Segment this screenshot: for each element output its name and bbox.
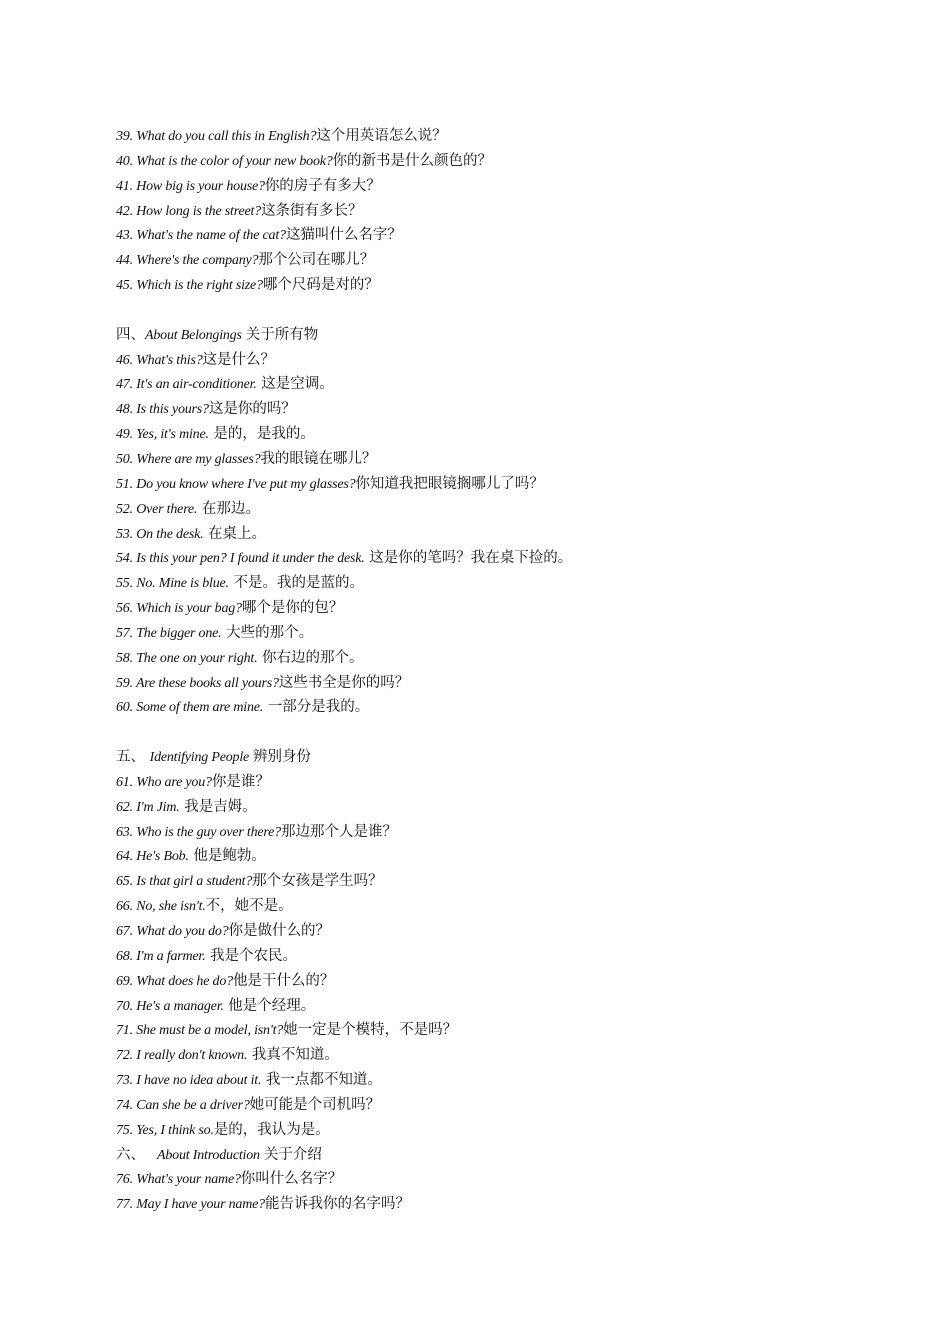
phrase-line-65 [116,869,916,894]
section-number: 六、 [116,1146,145,1163]
phrase-line-72 [116,1043,916,1068]
phrase-line-61 [116,770,916,795]
phrase-line-60 [116,695,916,720]
phrase-en: 40. What is the color of your new book? [116,153,333,169]
phrase-en: 39. What do you call this in English? [116,129,317,144]
phrase-zh: 我是吉姆。 [184,798,257,815]
phrase-zh: 是的，我认为是。 [213,1121,330,1138]
phrase-en: 46. What's this? [116,352,203,368]
phrase-line-64 [116,844,916,869]
phrase-zh: 你是做什么的？ [228,923,330,939]
section-heading-identifying-people [116,745,916,770]
phrase-zh: 那个女孩是学生吗？ [252,873,383,890]
phrase-line-41 [116,174,916,199]
phrase-en: 59. Are these books all yours? [116,675,279,691]
phrase-zh: 这是空调。 [261,376,334,393]
phrase-zh: 哪个尺码是对的？ [262,277,379,294]
phrase-line-46 [116,348,916,373]
section-heading-belongings [116,323,916,348]
phrase-line-40 [116,149,916,174]
phrase-zh: 这个用英语怎么说？ [316,128,447,144]
phrase-en: 76. What's your name? [116,1172,241,1188]
phrase-zh: 不是。我的是蓝的。 [233,575,364,592]
phrase-document [116,124,916,1217]
phrase-line-43 [116,223,916,248]
phrase-line-47 [116,372,916,397]
phrase-zh: 我是个农民。 [210,947,298,964]
phrase-en: 45. Which is the right size? [116,278,263,294]
phrase-zh: 不，她不是。 [205,898,293,915]
phrase-en: 42. How long is the street? [116,203,261,219]
phrase-zh: 她一定是个模特，不是吗？ [283,1022,458,1039]
phrase-en: 51. Do you know where I've put my glasses? [116,476,356,492]
phrase-zh: 哪个是你的包？ [241,600,344,617]
phrase-zh: 你的房子有多大？ [264,177,381,194]
section-title-zh: 辨别身份 [253,749,312,766]
phrase-zh: 你叫什么名字？ [240,1171,343,1188]
phrase-en: 52. Over there. [116,501,198,517]
phrase-line-76 [116,1167,916,1192]
phrase-en: 56. Which is your bag? [116,601,242,617]
phrase-en: 53. On the desk. [116,526,204,542]
phrase-line-56 [116,596,916,621]
phrase-line-53 [116,522,916,547]
section-number: 四、 [116,326,145,343]
phrase-en: 74. Can she be a driver? [116,1097,250,1113]
section-spacer [116,298,916,323]
section-spacer [116,720,916,745]
phrase-zh: 他是个经理。 [228,997,316,1014]
phrase-en: 72. I really don't known. [116,1048,248,1064]
phrase-en: 50. Where are my glasses? [116,451,261,467]
phrase-en: 69. What does he do? [116,973,233,989]
phrase-en: 49. Yes, it's mine. [116,427,209,443]
phrase-zh: 他是鲍勃。 [193,848,266,865]
phrase-zh: 能告诉我你的名字吗？ [264,1196,410,1213]
phrase-line-69 [116,969,916,994]
phrase-en: 43. What's the name of the cat? [116,228,286,244]
phrase-zh: 这些书全是你的吗？ [278,674,410,691]
phrase-en: 60. Some of them are mine. [116,700,264,716]
phrase-line-74 [116,1093,916,1118]
phrase-line-68 [116,944,916,969]
phrase-en: 58. The one on your right. [116,650,258,666]
phrase-zh: 他是干什么的？ [232,972,335,989]
phrase-en: 68. I'm a farmer. [116,948,206,964]
phrase-zh: 那个公司在哪儿？ [258,252,375,269]
phrase-line-44 [116,248,916,273]
section-title-en: About Belongings [145,327,242,343]
phrase-en: 41. How big is your house? [116,178,265,194]
phrase-line-71 [116,1018,916,1043]
phrase-line-58 [116,646,916,671]
phrase-line-49 [116,422,916,447]
phrase-en: 71. She must be a model, isn't? [116,1023,284,1039]
phrase-line-51 [116,472,916,497]
phrase-zh: 她可能是个司机吗？ [249,1096,381,1113]
phrase-line-77 [116,1192,916,1217]
phrase-zh: 在那边。 [201,500,260,517]
phrase-zh: 这是你的吗？ [208,401,296,418]
phrase-zh: 我一点都不知道。 [265,1072,382,1089]
phrase-line-66 [116,894,916,919]
phrase-line-67 [116,919,916,944]
phrase-zh: 大些的那个。 [226,624,314,641]
phrase-en: 62. I'm Jim. [116,799,180,815]
phrase-line-52 [116,497,916,522]
phrase-line-63 [116,820,916,845]
section-heading-introduction [116,1143,916,1168]
section-title-zh: 关于所有物 [245,326,319,343]
phrase-en: 48. Is this yours? [116,402,209,418]
phrase-zh: 这猫叫什么名字？ [285,227,402,244]
phrase-en: 75. Yes, I think so. [116,1122,214,1138]
phrase-zh: 这条街有多长？ [260,202,363,219]
phrase-line-57 [116,621,916,646]
phrase-line-73 [116,1068,916,1093]
phrase-zh: 是的，是我的。 [213,426,315,443]
phrase-en: 54. Is this your pen? I found it under the desk. [116,551,365,567]
phrase-zh: 一部分是我的。 [267,699,370,716]
phrase-en: 55. No. Mine is blue. [116,576,229,592]
phrase-line-39 [116,124,916,149]
phrase-en: 73. I have no idea about it. [116,1073,262,1089]
phrase-en: 44. Where's the company? [116,253,259,269]
phrase-zh: 那边那个人是谁？ [280,823,397,840]
phrase-en: 57. The bigger one. [116,625,222,641]
phrase-zh: 你是谁？ [211,773,270,790]
phrase-en: 70. He's a manager. [116,998,224,1014]
section-title-en: About Introduction [157,1147,260,1163]
phrase-zh: 我的眼镜在哪儿？ [260,450,377,467]
phrase-line-75 [116,1118,916,1143]
section-number: 五、 [116,749,145,766]
phrase-zh: 我真不知道。 [251,1047,339,1064]
phrase-zh: 这是你的笔吗？我在桌下捡的。 [369,550,573,567]
phrase-en: 67. What do you do? [116,924,229,939]
phrase-en: 63. Who is the guy over there? [116,824,281,840]
phrase-zh: 你知道我把眼镜搁哪儿了吗？ [355,475,544,492]
phrase-en: 61. Who are you? [116,774,212,790]
phrase-zh: 在桌上。 [208,525,266,542]
phrase-line-42 [116,199,916,224]
phrase-en: 64. He's Bob. [116,849,189,865]
phrase-zh: 这是什么？ [202,351,276,368]
section-title-zh: 关于介绍 [263,1146,322,1163]
phrase-line-45 [116,273,916,298]
phrase-line-54 [116,546,916,571]
phrase-en: 66. No, she isn't. [116,899,206,915]
phrase-line-70 [116,994,916,1019]
phrase-line-55 [116,571,916,596]
phrase-line-50 [116,447,916,472]
phrase-en: 77. May I have your name? [116,1197,265,1213]
phrase-line-59 [116,671,916,696]
phrase-line-62 [116,795,916,820]
phrase-zh: 你右边的那个。 [262,649,364,666]
phrase-en: 47. It's an air-conditioner. [116,377,257,393]
phrase-zh: 你的新书是什么颜色的？ [332,152,493,169]
phrase-line-48 [116,397,916,422]
phrase-en: 65. Is that girl a student? [116,874,253,890]
section-title-en: Identifying People [149,750,250,766]
